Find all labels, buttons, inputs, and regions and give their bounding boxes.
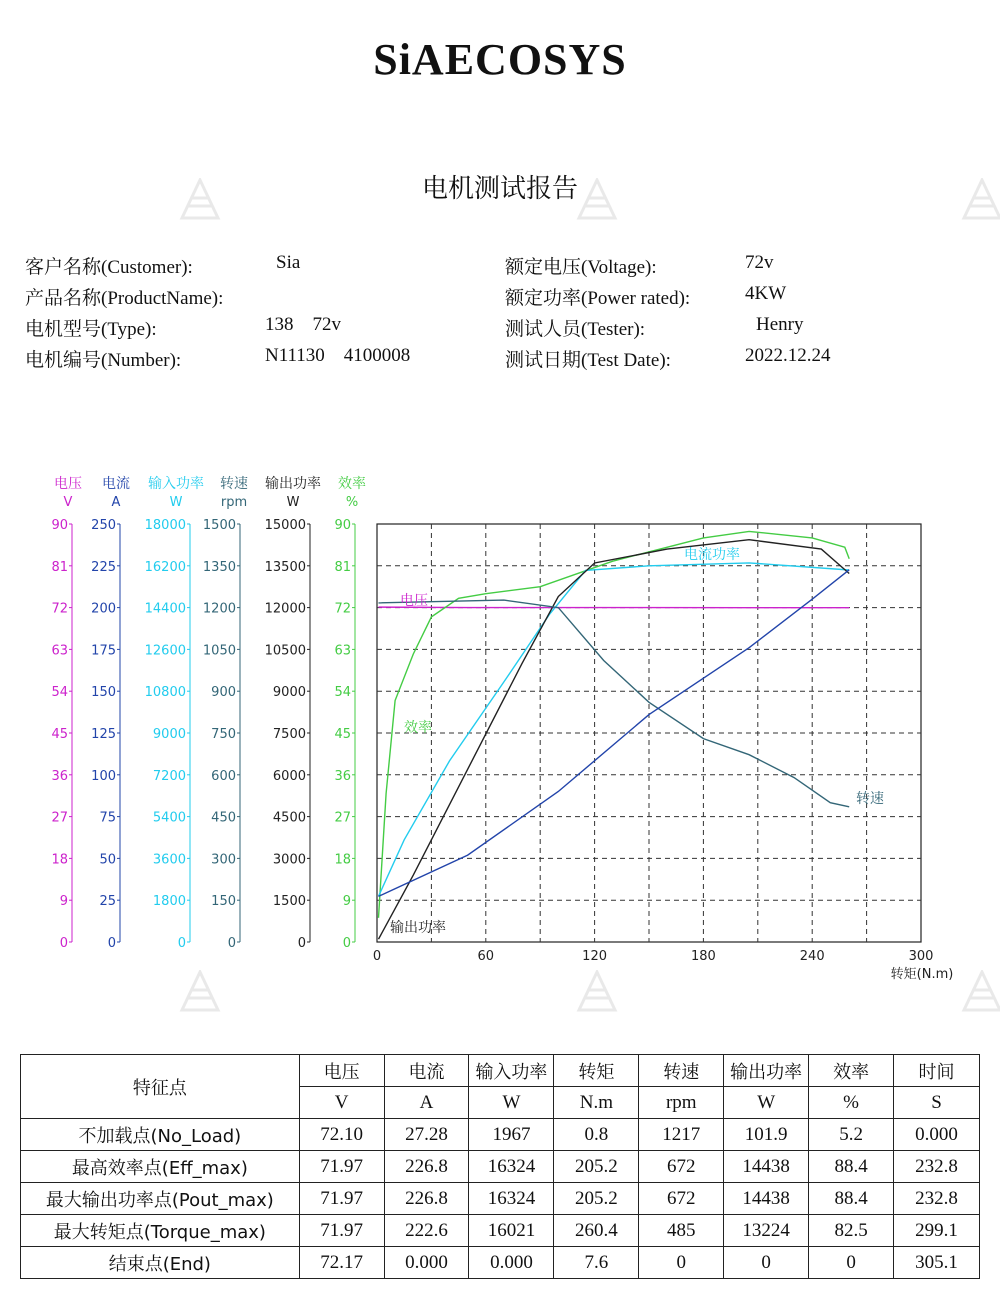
y-tick-label: 9000 (152, 727, 186, 742)
y-tick-label: 16200 (144, 559, 186, 575)
y-tick-label: 3000 (272, 852, 306, 868)
y-tick-label: 9 (342, 894, 351, 910)
unit-cell: S (894, 1087, 980, 1119)
x-tick-label: 60 (477, 949, 495, 964)
table-cell: 71.97 (299, 1183, 384, 1215)
y-tick-label: 50 (99, 852, 116, 868)
y-axis-unit: W (169, 495, 183, 510)
curve-label-output_power: 输出功率 (390, 920, 446, 936)
y-tick-label: 225 (91, 559, 116, 575)
table-cell: 226.8 (384, 1151, 469, 1183)
y-tick-label: 125 (91, 727, 116, 742)
results-table (20, 1054, 980, 1279)
table-cell: 27.28 (384, 1119, 469, 1151)
table-cell: 7.6 (554, 1247, 639, 1279)
table-cell: 5.2 (809, 1119, 894, 1151)
table-cell: 305.1 (894, 1247, 980, 1279)
table-cell: 71.97 (299, 1215, 384, 1247)
y-tick-label: 7200 (152, 768, 186, 784)
table-cell: 260.4 (554, 1215, 639, 1247)
column-header: 输出功率 (724, 1055, 809, 1087)
y-axis-name: 转速 (220, 476, 248, 492)
column-header: 转速 (639, 1055, 724, 1087)
curve-label-input_power: 电流功率 (684, 547, 740, 563)
table-cell: 232.8 (894, 1183, 980, 1215)
unit-cell: W (469, 1087, 554, 1119)
table-cell: 0.000 (894, 1119, 980, 1151)
table-header-label: 特征点 (21, 1055, 300, 1119)
info-label: 额定电压(Voltage): (505, 257, 657, 278)
table-cell: 485 (639, 1215, 724, 1247)
table-cell: 16021 (469, 1215, 554, 1247)
y-tick-label: 175 (91, 643, 116, 659)
y-tick-label: 27 (334, 810, 351, 826)
unit-cell: V (299, 1087, 384, 1119)
y-tick-label: 150 (211, 894, 236, 910)
row-label: 最高效率点(Eff_max) (21, 1151, 300, 1183)
y-tick-label: 15000 (264, 518, 306, 533)
info-label: 电机型号(Type): (25, 319, 157, 340)
row-label: 不加载点(No_Load) (21, 1119, 300, 1151)
y-tick-label: 0 (107, 936, 116, 951)
table-body (21, 1119, 980, 1279)
y-tick-label: 250 (91, 518, 116, 533)
unit-cell: rpm (639, 1087, 724, 1119)
y-tick-label: 1800 (152, 894, 186, 910)
y-tick-label: 100 (91, 768, 116, 784)
series-line-output_power (379, 540, 850, 940)
row-label: 最大输出功率点(Pout_max) (21, 1183, 300, 1215)
unit-cell: N.m (554, 1087, 639, 1119)
y-tick-label: 36 (334, 768, 351, 784)
table-cell: 0.8 (554, 1119, 639, 1151)
y-tick-label: 75 (99, 810, 116, 826)
y-tick-label: 0 (59, 936, 68, 951)
y-tick-label: 600 (211, 768, 236, 784)
table-cell: 0 (639, 1247, 724, 1279)
info-label: 电机编号(Number): (25, 350, 182, 371)
y-tick-label: 45 (51, 727, 68, 742)
y-tick-label: 14400 (144, 601, 186, 617)
info-value: 2022.12.24 (745, 345, 831, 366)
info-value: N11130 4100008 (265, 345, 411, 366)
x-tick-label: 0 (372, 949, 382, 964)
table-cell: 0 (809, 1247, 894, 1279)
y-tick-label: 90 (334, 518, 351, 533)
y-tick-label: 0 (342, 936, 351, 951)
y-tick-label: 63 (51, 643, 68, 659)
table-cell: 88.4 (809, 1151, 894, 1183)
y-tick-label: 54 (334, 685, 351, 701)
y-axis-name: 输出功率 (265, 476, 321, 492)
motor-performance-chart (0, 460, 1000, 990)
y-tick-label: 900 (211, 685, 236, 701)
table-cell: 72.10 (299, 1119, 384, 1151)
y-tick-label: 81 (51, 559, 68, 575)
table-row (21, 1215, 980, 1247)
y-tick-label: 12000 (264, 601, 306, 617)
table-cell: 232.8 (894, 1151, 980, 1183)
table-cell: 222.6 (384, 1215, 469, 1247)
table-cell: 226.8 (384, 1183, 469, 1215)
table-cell: 71.97 (299, 1151, 384, 1183)
y-tick-label: 9 (59, 894, 68, 910)
y-tick-label: 54 (51, 685, 68, 701)
y-tick-label: 18 (334, 852, 351, 868)
y-tick-label: 5400 (152, 810, 186, 826)
y-tick-label: 0 (177, 936, 186, 951)
table-row (21, 1183, 980, 1215)
unit-cell: A (384, 1087, 469, 1119)
column-header: 时间 (894, 1055, 980, 1087)
y-tick-label: 10500 (264, 643, 306, 659)
table-cell: 0 (724, 1247, 809, 1279)
y-axis-name: 输入功率 (148, 476, 204, 492)
table-row (21, 1151, 980, 1183)
info-label: 产品名称(ProductName): (25, 288, 224, 309)
curve-label-speed: 转速 (856, 791, 884, 807)
series-line-input_power (379, 563, 850, 896)
table-cell: 205.2 (554, 1183, 639, 1215)
y-tick-label: 150 (91, 685, 116, 701)
table-cell: 16324 (469, 1183, 554, 1215)
y-tick-label: 45 (334, 727, 351, 742)
y-tick-label: 90 (51, 518, 68, 533)
y-tick-label: 9000 (272, 685, 306, 701)
brand-title: SiAECOSYS (373, 35, 627, 84)
y-axis-unit: % (345, 495, 359, 510)
x-tick-label: 240 (799, 949, 825, 964)
y-tick-label: 13500 (264, 559, 306, 575)
table-cell: 88.4 (809, 1183, 894, 1215)
table-cell: 672 (639, 1183, 724, 1215)
column-header: 电流 (384, 1055, 469, 1087)
y-tick-label: 27 (51, 810, 68, 826)
y-tick-label: 18 (51, 852, 68, 868)
column-header: 转矩 (554, 1055, 639, 1087)
unit-cell: W (724, 1087, 809, 1119)
y-tick-label: 750 (211, 727, 236, 742)
y-tick-label: 300 (211, 852, 236, 868)
table-cell: 0.000 (384, 1247, 469, 1279)
x-tick-label: 120 (582, 949, 608, 964)
row-label: 结束点(End) (21, 1247, 300, 1279)
y-axis-name: 效率 (338, 476, 366, 492)
info-label: 客户名称(Customer): (25, 257, 193, 278)
y-tick-label: 1500 (272, 894, 306, 910)
y-axes-group (51, 475, 366, 951)
y-axis-name: 电压 (54, 476, 82, 492)
series-line-speed (379, 600, 850, 807)
series-line-efficiency (379, 531, 850, 917)
table-cell: 205.2 (554, 1151, 639, 1183)
y-axis-unit: rpm (220, 495, 248, 510)
x-tick-label: 300 (908, 949, 934, 964)
y-tick-label: 81 (334, 559, 351, 575)
table-cell: 14438 (724, 1151, 809, 1183)
y-tick-label: 72 (51, 601, 68, 617)
info-label: 测试人员(Tester): (505, 319, 646, 340)
info-value: Sia (276, 252, 301, 273)
series-line-voltage (379, 607, 850, 608)
x-axis-group (373, 949, 934, 964)
table-cell: 1217 (639, 1119, 724, 1151)
y-tick-label: 25 (99, 894, 116, 910)
y-tick-label: 3600 (152, 852, 186, 868)
y-tick-label: 72 (334, 601, 351, 617)
table-cell: 72.17 (299, 1247, 384, 1279)
y-tick-label: 200 (91, 601, 116, 617)
info-label: 测试日期(Test Date): (505, 350, 671, 371)
y-tick-label: 1500 (202, 518, 236, 533)
table-header-row (21, 1055, 980, 1087)
table-row (21, 1247, 980, 1279)
info-label: 额定功率(Power rated): (505, 288, 691, 309)
y-tick-label: 18000 (144, 518, 186, 533)
y-tick-label: 0 (297, 936, 306, 951)
y-axis-name: 电流 (102, 476, 130, 492)
y-tick-label: 7500 (272, 727, 306, 742)
table-cell: 16324 (469, 1151, 554, 1183)
y-axis-unit: A (111, 495, 121, 510)
column-header: 效率 (809, 1055, 894, 1087)
y-tick-label: 1350 (202, 559, 236, 575)
column-header: 电压 (299, 1055, 384, 1087)
column-header: 输入功率 (469, 1055, 554, 1087)
table-cell: 672 (639, 1151, 724, 1183)
y-tick-label: 63 (334, 643, 351, 659)
y-tick-label: 1200 (202, 601, 236, 617)
grid-group (377, 524, 921, 942)
series-group (379, 531, 885, 939)
y-tick-label: 0 (227, 936, 236, 951)
y-axis-unit: V (63, 495, 73, 510)
table-cell: 13224 (724, 1215, 809, 1247)
row-label: 最大转矩点(Torque_max) (21, 1215, 300, 1247)
table-cell: 14438 (724, 1183, 809, 1215)
table-cell: 101.9 (724, 1119, 809, 1151)
table-cell: 0.000 (469, 1247, 554, 1279)
x-axis-label: 转矩(N.m) (890, 967, 954, 982)
y-tick-label: 4500 (272, 810, 306, 826)
info-value: 72v (745, 252, 774, 273)
y-tick-label: 1050 (202, 643, 236, 659)
info-value: Henry (756, 314, 804, 335)
y-tick-label: 10800 (144, 685, 186, 701)
report-title: 电机测试报告 (421, 174, 578, 204)
y-tick-label: 36 (51, 768, 68, 784)
table-cell: 82.5 (809, 1215, 894, 1247)
unit-cell: % (809, 1087, 894, 1119)
table-cell: 299.1 (894, 1215, 980, 1247)
curve-label-efficiency: 效率 (404, 720, 432, 736)
info-value: 4KW (745, 283, 787, 304)
y-axis-unit: W (286, 495, 300, 510)
curve-label-voltage: 电压 (400, 593, 428, 609)
y-tick-label: 450 (211, 810, 236, 826)
y-tick-label: 12600 (144, 643, 186, 659)
info-value: 138 72v (265, 314, 341, 335)
table-cell: 1967 (469, 1119, 554, 1151)
x-tick-label: 180 (690, 949, 716, 964)
table-row (21, 1119, 980, 1151)
y-tick-label: 6000 (272, 768, 306, 784)
